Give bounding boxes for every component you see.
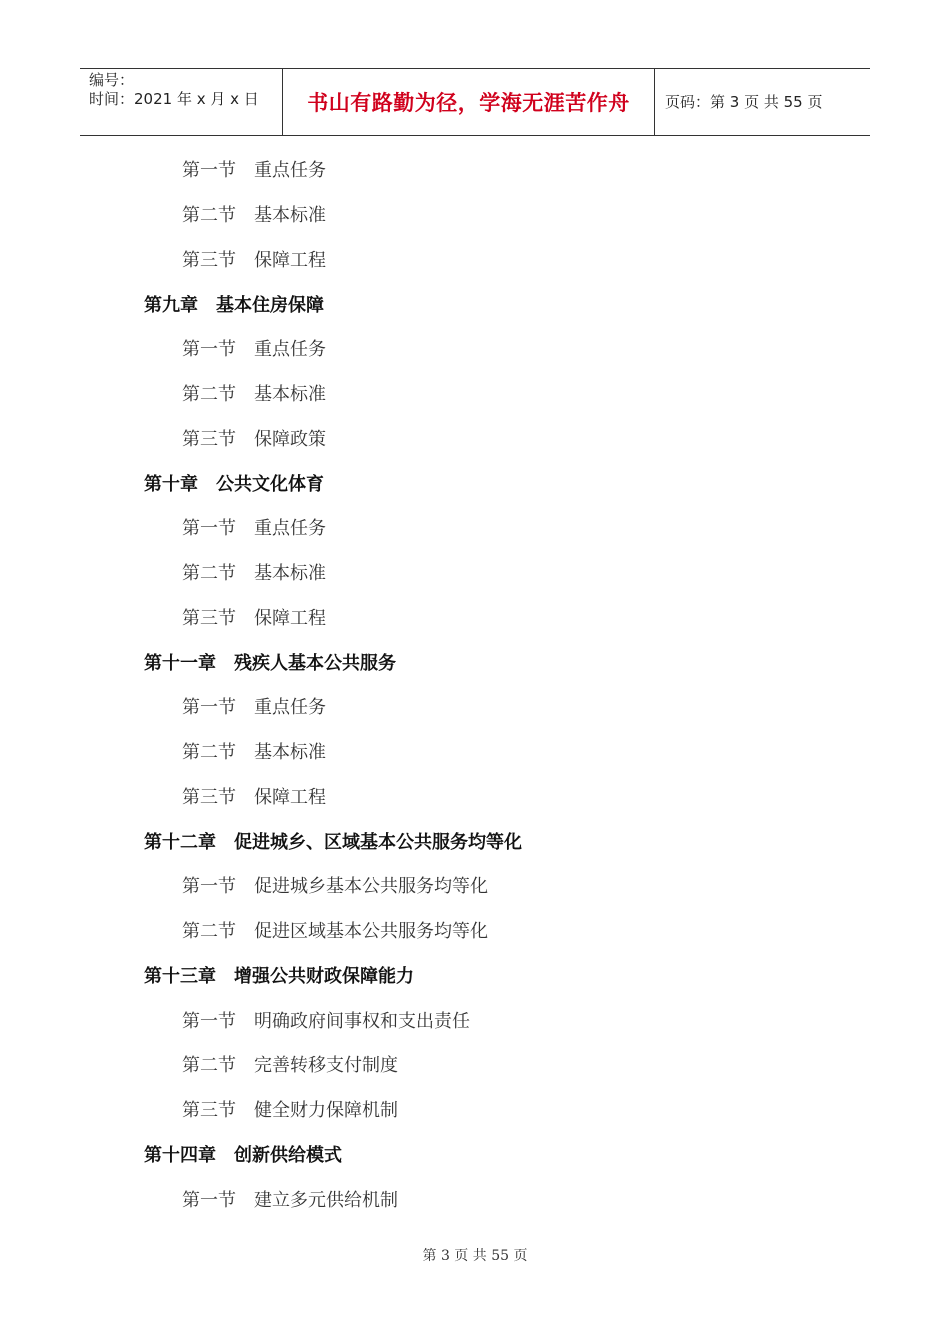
toc-section: 第二节 基本标准 (182, 205, 326, 226)
toc-section: 第三节 保障政策 (182, 429, 326, 450)
toc-section: 第一节 明确政府间事权和支出责任 (182, 1011, 470, 1032)
toc-section: 第三节 保障工程 (182, 608, 326, 629)
toc-section: 第一节 重点任务 (182, 339, 326, 360)
toc-section: 第二节 完善转移支付制度 (182, 1055, 398, 1076)
toc-chapter: 第十一章 残疾人基本公共服务 (144, 653, 396, 674)
header-page-number: 页码：第 3 页 共 55 页 (665, 92, 823, 111)
toc-chapter: 第十四章 创新供给模式 (144, 1145, 342, 1166)
toc-section: 第三节 保障工程 (182, 787, 326, 808)
page-footer: 第 3 页 共 55 页 (422, 1248, 528, 1264)
toc-chapter: 第十三章 增强公共财政保障能力 (144, 966, 414, 987)
toc-section: 第一节 促进城乡基本公共服务均等化 (182, 876, 488, 897)
header-motto: 书山有路勤为径，学海无涯苦作舟 (307, 91, 630, 115)
toc-section: 第二节 基本标准 (182, 384, 326, 405)
document-number-label: 编号： (89, 71, 135, 89)
toc-section: 第一节 重点任务 (182, 160, 326, 181)
toc-chapter: 第九章 基本住房保障 (144, 295, 324, 316)
toc-section: 第三节 健全财力保障机制 (182, 1100, 398, 1121)
toc-section: 第一节 重点任务 (182, 518, 326, 539)
toc-section: 第一节 建立多元供给机制 (182, 1190, 398, 1211)
toc-section: 第二节 促进区域基本公共服务均等化 (182, 921, 488, 942)
toc-chapter: 第十章 公共文化体育 (144, 474, 324, 495)
toc-section: 第二节 基本标准 (182, 563, 326, 584)
toc-section: 第一节 重点任务 (182, 697, 326, 718)
page-header (80, 68, 870, 136)
header-meta (80, 69, 282, 135)
toc-section: 第二节 基本标准 (182, 742, 326, 763)
header-page-cell (655, 69, 870, 135)
toc-section: 第三节 保障工程 (182, 250, 326, 271)
toc-chapter: 第十二章 促进城乡、区域基本公共服务均等化 (144, 832, 522, 853)
header-motto-cell (282, 69, 655, 135)
document-time-label: 时间：2021 年 x 月 x 日 (89, 90, 259, 108)
